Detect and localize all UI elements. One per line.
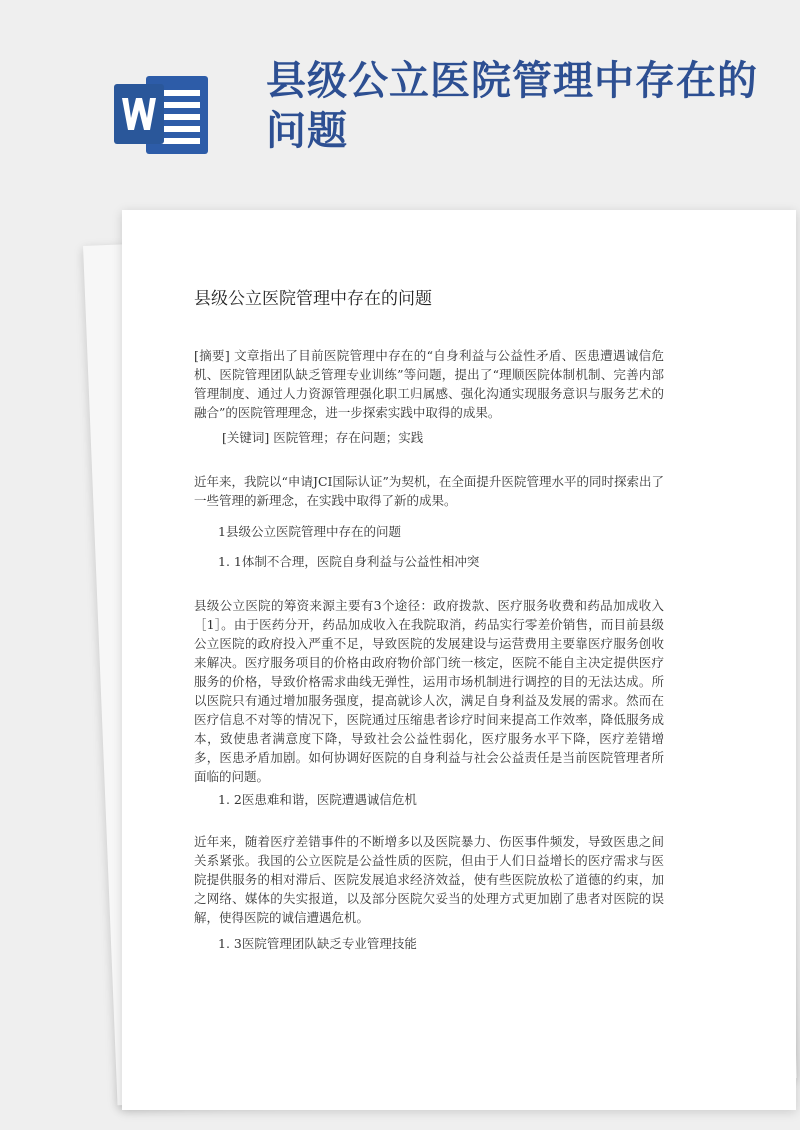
header-title: 县级公立医院管理中存在的问题 (266, 58, 758, 154)
body-paragraph-1-2: 近年来，随着医疗差错事件的不断增多以及医院暴力、伤医事件频发，导致医患之间关系紧张。我国的公立医院是公益性质的医院，但由于人们日益增长的医疗需求与医院提供服务的相对滞后、医院发展追求经济效益，使有些医院放松了道德的约束，加之网络、媒体的失实报道，以及部分医院欠妥当的处理方式更加剧了患者对医院的误解，使得医院的诚信遭遇危机。 (194, 834, 664, 925)
section-heading: 1县级公立医院管理中存在的问题 (218, 524, 401, 539)
document-title: 县级公立医院管理中存在的问题 (194, 289, 432, 309)
keywords-paragraph: [关键词] 医院管理；存在问题；实践 (222, 430, 424, 445)
body-paragraph-1-1: 县级公立医院的筹资来源主要有3个途径：政府拨款、医疗服务收费和药品加成收入［1］。由于医药分开，药品加成收入在我院取消，药品实行零差价销售，而目前县级公立医院的政府投入严重不足，导致医院的发展建设与运营费用主要靠医疗服务创收来解决。医疗服务项目的价格由政府物价部门统一核定，医院不能自主决定提供医疗服务的价格，导致价格需求曲线无弹性，运用市场机制进行调控的目的无法达成。所以医院只有通过增加服务强度，提高就诊人次，满足自身利益及发展的需求。然而在医疗信息不对等的情况下，医院通过压缩患者诊疗时间来提高工作效率，降低服务成本，致使患者满意度下降，导致社会公益性弱化，医疗服务水平下降，医疗差错增多，医患矛盾加剧。如何协调好医院的自身利益与社会公益责任是当前医院管理者所面临的问题。 (194, 598, 664, 784)
subsection-heading-1-2: 1. 2医患难和谐，医院遭遇诚信危机 (218, 792, 417, 807)
document-page (122, 210, 796, 1110)
intro-paragraph: 近年来，我院以“申请JCI国际认证”为契机，在全面提升医院管理水平的同时探索出了一些管理的新理念，在实践中取得了新的成果。 (194, 474, 664, 508)
subsection-heading-1-1: 1. 1体制不合理，医院自身利益与公益性相冲突 (218, 554, 480, 569)
word-document-icon (112, 70, 212, 160)
subsection-heading-1-3: 1. 3医院管理团队缺乏专业管理技能 (218, 936, 417, 951)
abstract-paragraph: [摘要] 文章指出了目前医院管理中存在的“自身利益与公益性矛盾、医患遭遇诚信危机、医院管理团队缺乏管理专业训练”等问题，提出了“理顺医院体制机制、完善内部管理制度、通过人力资源管理强化职工归属感、强化沟通实现服务意识与服务艺术的融合”的医院管理理念，进一步探索实践中取得的成果。 (194, 348, 664, 420)
